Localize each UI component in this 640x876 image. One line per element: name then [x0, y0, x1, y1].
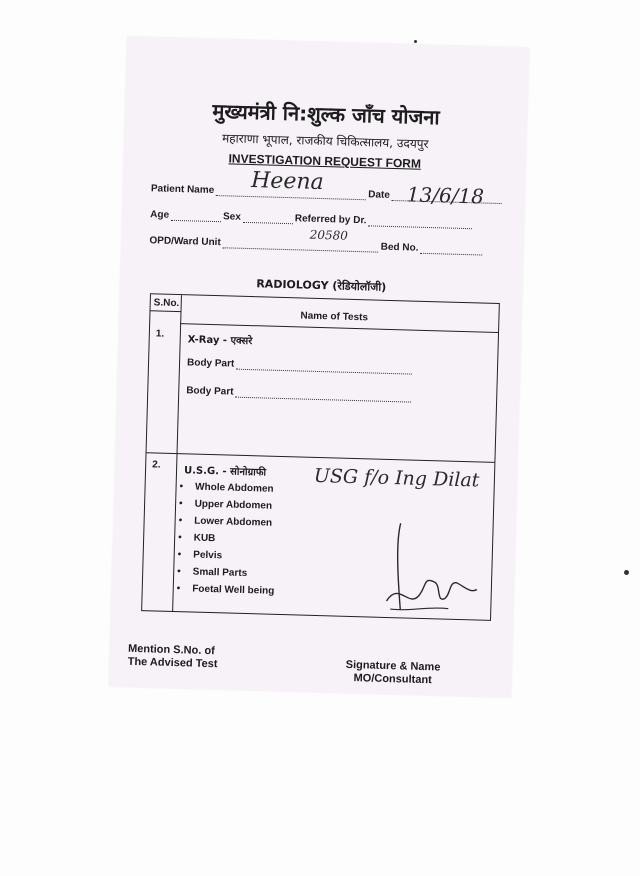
- xray-label: X-Ray - एक्सरे: [187, 334, 253, 348]
- xray-body-part-1: [187, 357, 414, 374]
- scheme-title: मुख्यमंत्री नि:शुल्क जाँच योजना: [212, 98, 440, 130]
- doctor-signature: [378, 521, 485, 620]
- usg-option-small-parts: • Small Parts: [177, 566, 247, 579]
- scan-speck: [414, 40, 417, 43]
- signature-caption-line-1: Signature & Name: [345, 658, 441, 674]
- date-label: Date: [368, 189, 391, 201]
- usg-option-pelvis: • Pelvis: [178, 549, 223, 561]
- date-value: 13/6/18: [406, 182, 485, 209]
- body-part-line: [236, 360, 412, 375]
- referred-by-label: Referred by Dr.: [294, 213, 367, 227]
- usg-option-foetal-well-being: • Foetal Well being: [177, 583, 275, 597]
- referred-by-line: [368, 216, 472, 229]
- usg-option-lower-abdomen: • Lower Abdomen: [179, 515, 273, 529]
- usg-option-kub: • KUB: [178, 532, 215, 544]
- usg-handwritten-note: USG f/o Ing Dilat: [313, 464, 480, 492]
- tests-header: Name of Tests: [300, 310, 369, 324]
- age-line: [171, 211, 221, 222]
- investigation-request-form: [109, 37, 529, 698]
- advised-test-note: [127, 643, 218, 671]
- bed-no-line: [420, 244, 482, 256]
- usg-label: U.S.G. - सोनोग्राफी: [183, 465, 267, 479]
- age-sex-referred-row: [150, 209, 475, 229]
- signature-caption: [345, 659, 440, 688]
- usg-option-whole-abdomen: • Whole Abdomen: [179, 481, 273, 495]
- radiology-heading: RADIOLOGY (रेडियोलॉजी): [256, 277, 387, 294]
- form-title: INVESTIGATION REQUEST FORM: [228, 151, 422, 171]
- patient-name-value: Heena: [250, 168, 325, 196]
- opd-ward-value: 20580: [309, 227, 349, 243]
- row-1-sno: 1.: [155, 328, 165, 340]
- advised-test-note-line-1: Mention S.No. of: [127, 642, 215, 658]
- sex-label: Sex: [222, 211, 242, 223]
- age-label: Age: [150, 209, 170, 221]
- opd-ward-line: [223, 238, 379, 252]
- body-part-label: Body Part: [186, 385, 234, 398]
- sno-header: S.No.: [153, 297, 180, 310]
- hospital-name: महाराणा भूपाल, राजकीय चिकित्सालय, उदयपुर: [221, 131, 429, 151]
- body-part-label: Body Part: [186, 357, 235, 370]
- row-2-sno: 2.: [152, 459, 161, 471]
- body-part-line: [235, 388, 411, 403]
- advised-test-note-line-2: The Advised Test: [127, 655, 218, 671]
- bed-no-label: Bed No.: [380, 241, 419, 254]
- sex-line: [243, 213, 293, 224]
- scan-speck: [624, 570, 629, 575]
- xray-body-part-2: [186, 385, 413, 402]
- patient-name-label: Patient Name: [150, 183, 215, 197]
- opd-ward-label: OPD/Ward Unit: [149, 235, 221, 249]
- signature-caption-line-2: MO/Consultant: [353, 672, 432, 687]
- tests-table: [141, 293, 500, 621]
- usg-option-upper-abdomen: • Upper Abdomen: [179, 498, 272, 512]
- sno-header-divider: [150, 310, 180, 312]
- row-divider: [147, 452, 495, 463]
